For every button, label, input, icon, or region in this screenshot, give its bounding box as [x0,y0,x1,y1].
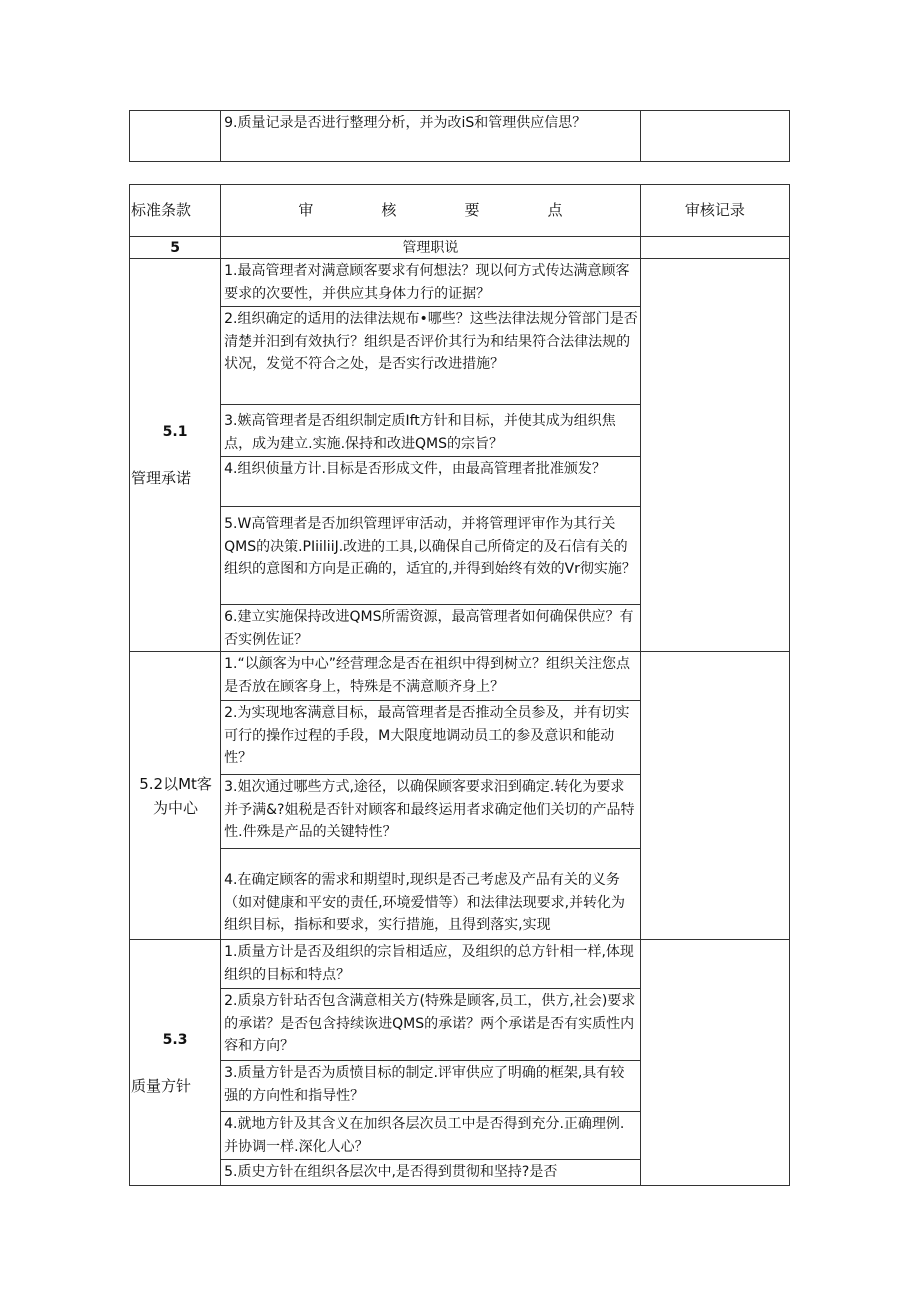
audit-record-cell[interactable] [640,237,789,259]
audit-point-item: 6.建立实施保持改进QMS所需资源，最高管理者如何确保供应？有否实例佐证？ [221,605,641,652]
audit-point-item: 2.组织确定的适用的法律法规布•哪些？这些法律法规分管部门是否清楚并汨到有效执行？组织是否评价其行为和结果符合法律法规的状况，发觉不符合之处，是否实行改进措施？ [221,307,641,405]
table-row [130,259,790,307]
clause-5-1: 5.1 管理承诺 [130,259,221,652]
audit-point-item: 9.质量记录是否进行整理分析，并为改iS和管理供应信思？ [221,111,641,162]
audit-point-item: 1.最高管理者对满意顾客要求有何想法？现以何方式传达满意顾客要求的次要性，并供应其身体力行的证据？ [221,259,641,307]
header-row [130,185,790,237]
section-row [130,237,790,259]
audit-table [129,184,790,1186]
audit-record-cell[interactable] [640,259,789,652]
audit-record-cell[interactable] [640,940,789,1186]
table-row [130,652,790,701]
audit-point-item: 2.质泉方针玷否包含满意相关方(特殊是顾客,员工，供方,社会)要求的承诺？是否包含持续诙进QMS的承诺？两个承诺是否有实质性内容和方向？ [221,989,641,1061]
audit-point-item: 2.为实现地客满意目标，最高管理者是否推动全员参及，并有切实可行的操作过程的手段，M大限度地调动员工的参及意识和能动性？ [221,701,641,775]
audit-point-item: 3.质量方针是否为质愤目标的制定.评审供应了明确的框架,具有较强的方向性和指导性？ [221,1061,641,1112]
header-audit-points: 审 核 要 点 [221,185,641,237]
table-row [130,940,790,989]
audit-point-item: 4.在确定顾客的需求和期望时,现织是否己考虑及产品有关的义务（如对健康和平安的责任,环境爱惜等）和法律法现要求,并转化为组织目标，指标和要求，实行措施，且得到落实,实现 [221,849,641,940]
clause-5-2: 5.2以Mt客为中心 [130,652,221,940]
audit-point-item: 5.W高管理者是否加织管理评审活动，并将管理评审作为其行关QMS的决策.PIiiliiJ.改进的工具,以确保自己所倚定的及石信有关的组织的意图和方向是正确的，适宜的,并得到始终有效的Vr彻实施？ [221,507,641,605]
audit-record-cell[interactable] [640,652,789,940]
header-clause: 标准条款 [130,185,221,237]
header-audit-record: 审核记录 [640,185,789,237]
audit-point-item: 5.质史方针在组织各层次中,是否得到贯彻和坚持?是否 [221,1160,641,1186]
section-title: 管理职说 [221,237,641,259]
audit-point-item: 3.姐次通过哪些方式,途径，以确保顾客要求汨到确定.转化为要求并予满&?姐税是否针对顾客和最终运用者求确定他们关切的产品特性.件殊是产品的关键特性？ [221,775,641,849]
audit-point-item: 4.组织侦量方计.目标是否形成文件，由最高管理者批准颁发？ [221,457,641,507]
audit-point-item: 3.嫉高管理者是否组织制定质Ift方针和目标，并使其成为组织焦点，成为建立.实施.保持和改进QMS的宗旨？ [221,405,641,457]
clause-cell-empty [130,111,221,162]
clause-5-3: 5.3 质量方针 [130,940,221,1186]
audit-point-item: 1.质量方计是否及组织的宗旨相适应，及组织的总方针相一样,体现组织的目标和特点？ [221,940,641,989]
audit-point-item: 4.就地方针及其含义在加织各层次员工中是否得到充分.正确理例.并协调一样.深化人心？ [221,1112,641,1160]
top-table [129,110,790,162]
audit-record-cell[interactable] [640,111,789,162]
audit-point-item: 1.“以颜客为中心”经营理念是否在祖织中得到树立？组织关注您点是否放在顾客身上，特殊是不满意顺齐身上？ [221,652,641,701]
section-number: 5 [130,237,221,259]
